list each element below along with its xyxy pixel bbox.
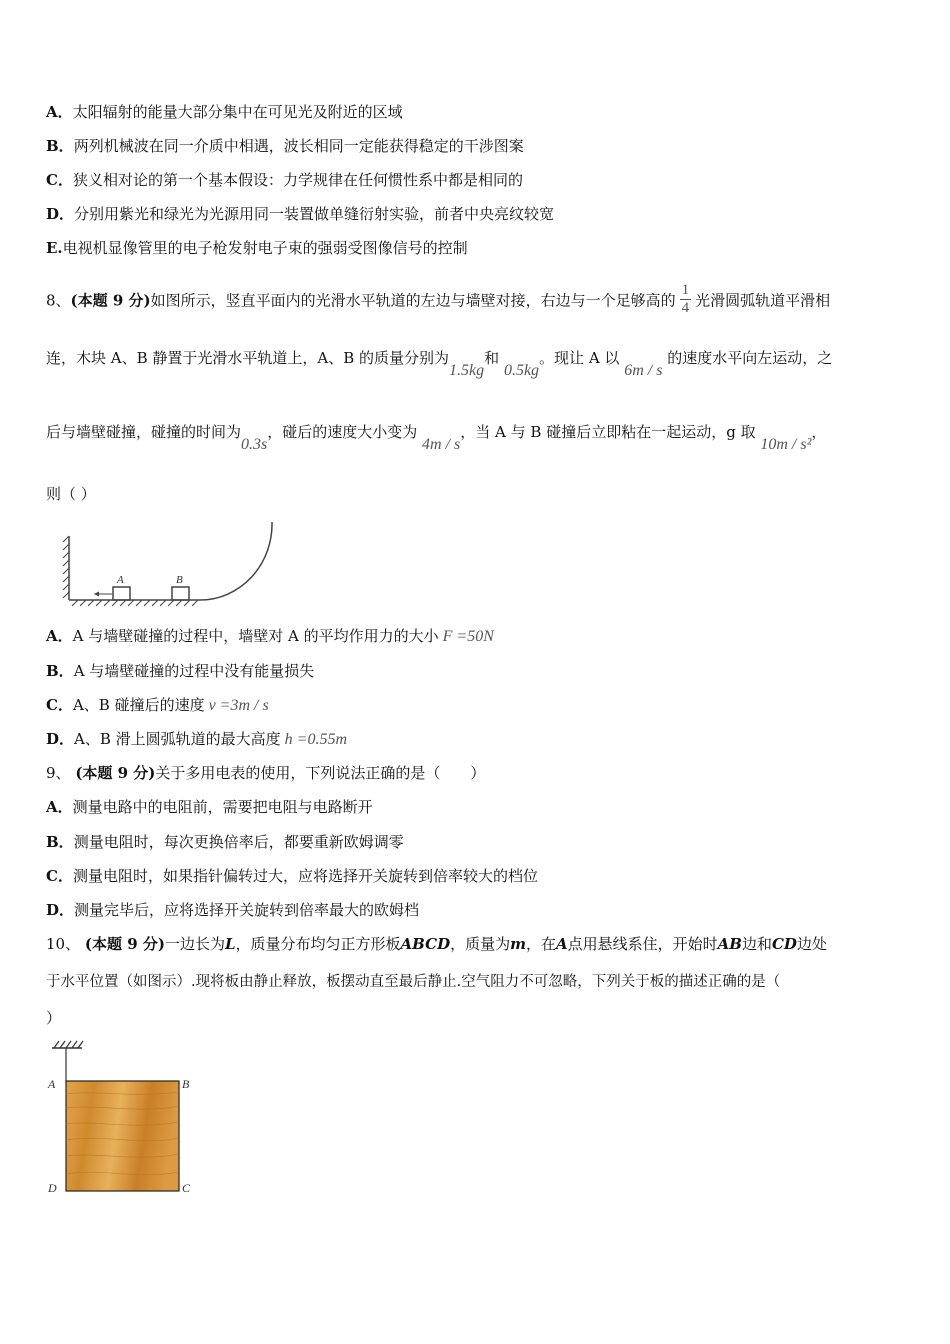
q7-option-d: D．分别用紫光和绿光为光源用同一装置做单缝衍射实验，前者中央亮纹较宽 [46, 205, 555, 223]
q10-plate-figure [44, 1036, 204, 1202]
block-b [172, 587, 189, 600]
label-block-a: A [117, 574, 124, 586]
q8-option-a: A．A 与墙壁碰撞的过程中，墙壁对 A 的平均作用力的大小 F =50N [46, 627, 494, 645]
q8-stem-line-3: 后与墙壁碰撞，碰撞的时间为0.3s，碰后的速度大小变为 4m / s，当 A 与 B 碰撞后立即粘在一起运动，g 取 10m / s²， [46, 423, 827, 453]
track-hatching [72, 600, 198, 606]
collision-time: 0.3s [241, 436, 268, 453]
q8-option-b: B．A 与墙壁碰撞的过程中没有能量损失 [46, 662, 315, 680]
q8-option-d: D．A、B 滑上圆弧轨道的最大高度 h =0.55m [46, 730, 347, 748]
gravity-value: 10m / s² [760, 436, 812, 453]
label-block-b: B [176, 574, 183, 586]
quarter-arc [200, 522, 272, 600]
q10-stem-line-3: ） [46, 1009, 62, 1027]
q8-option-c: C．A、B 碰撞后的速度 v =3m / s [46, 696, 269, 714]
rebound-velocity: 4m / s [422, 436, 461, 453]
quarter-fraction: $\frac{1}{4}$ [681, 282, 690, 316]
q7-option-e: E.电视机显像管里的电子枪发射电子束的强弱受图像信号的控制 [46, 239, 468, 257]
q7-option-c: C．狭义相对论的第一个基本假设：力学规律在任何惯性系中都是相同的 [46, 171, 523, 189]
q10-stem-line-1: 10、 (本题 9 分)一边长为L，质量分布均匀正方形板ABCD，质量为m，在A点用悬线系住，开始时AB边和CD边处 [46, 935, 827, 953]
q8-stem-line-1: 8、(本题 9 分)如图所示，竖直平面内的光滑水平轨道的左边与墙壁对接，右边与一个足够高的 $\frac{1}{4}$ 光滑圆弧轨道平滑相 [46, 282, 831, 316]
label-corner-b: B [182, 1077, 190, 1091]
initial-velocity: 6m / s [624, 362, 663, 379]
mass-b: 0.5kg [503, 362, 540, 379]
q9-option-d: D．测量完毕后，应将选择开关旋转到倍率最大的欧姆档 [46, 901, 420, 919]
block-a [113, 587, 130, 600]
q9-stem: 9、 (本题 9 分)关于多用电表的使用，下列说法正确的是（ ） [46, 764, 486, 782]
ceiling-hatching [54, 1041, 83, 1048]
wall-hatching [63, 536, 69, 598]
q9-option-a: A．测量电路中的电阻前，需要把电阻与电路断开 [46, 798, 373, 816]
q9-option-b: B．测量电阻时，每次更换倍率后，都要重新欧姆调零 [46, 833, 404, 851]
q8-stem-line-2: 连，木块 A、B 静置于光滑水平轨道上，A、B 的质量分别为1.5kg和 0.5kg。现让 A 以 6m / s 的速度水平向左运动，之 [46, 349, 833, 379]
q7-option-b: B．两列机械波在同一介质中相遇，波长相同一定能获得稳定的干涉图案 [46, 137, 524, 155]
arrow-head-icon [94, 592, 99, 597]
label-corner-a: A [48, 1077, 56, 1091]
q10-stem-line-2: 于水平位置（如图示）.现将板由静止释放，板摆动直至最后静止.空气阻力不可忽略，下列关于板的描述正确的是（ [46, 974, 781, 990]
q9-option-c: C．测量电阻时，如果指针偏转过大，应将选择开关旋转到倍率较大的档位 [46, 867, 538, 885]
label-corner-c: C [182, 1181, 191, 1195]
q8-track-figure [60, 518, 280, 608]
label-corner-d: D [48, 1181, 57, 1195]
q7-option-a: A．太阳辐射的能量大部分集中在可见光及附近的区域 [46, 103, 403, 121]
mass-a: 1.5kg [449, 362, 485, 379]
q8-stem-line-4: 则（ ） [46, 485, 96, 503]
